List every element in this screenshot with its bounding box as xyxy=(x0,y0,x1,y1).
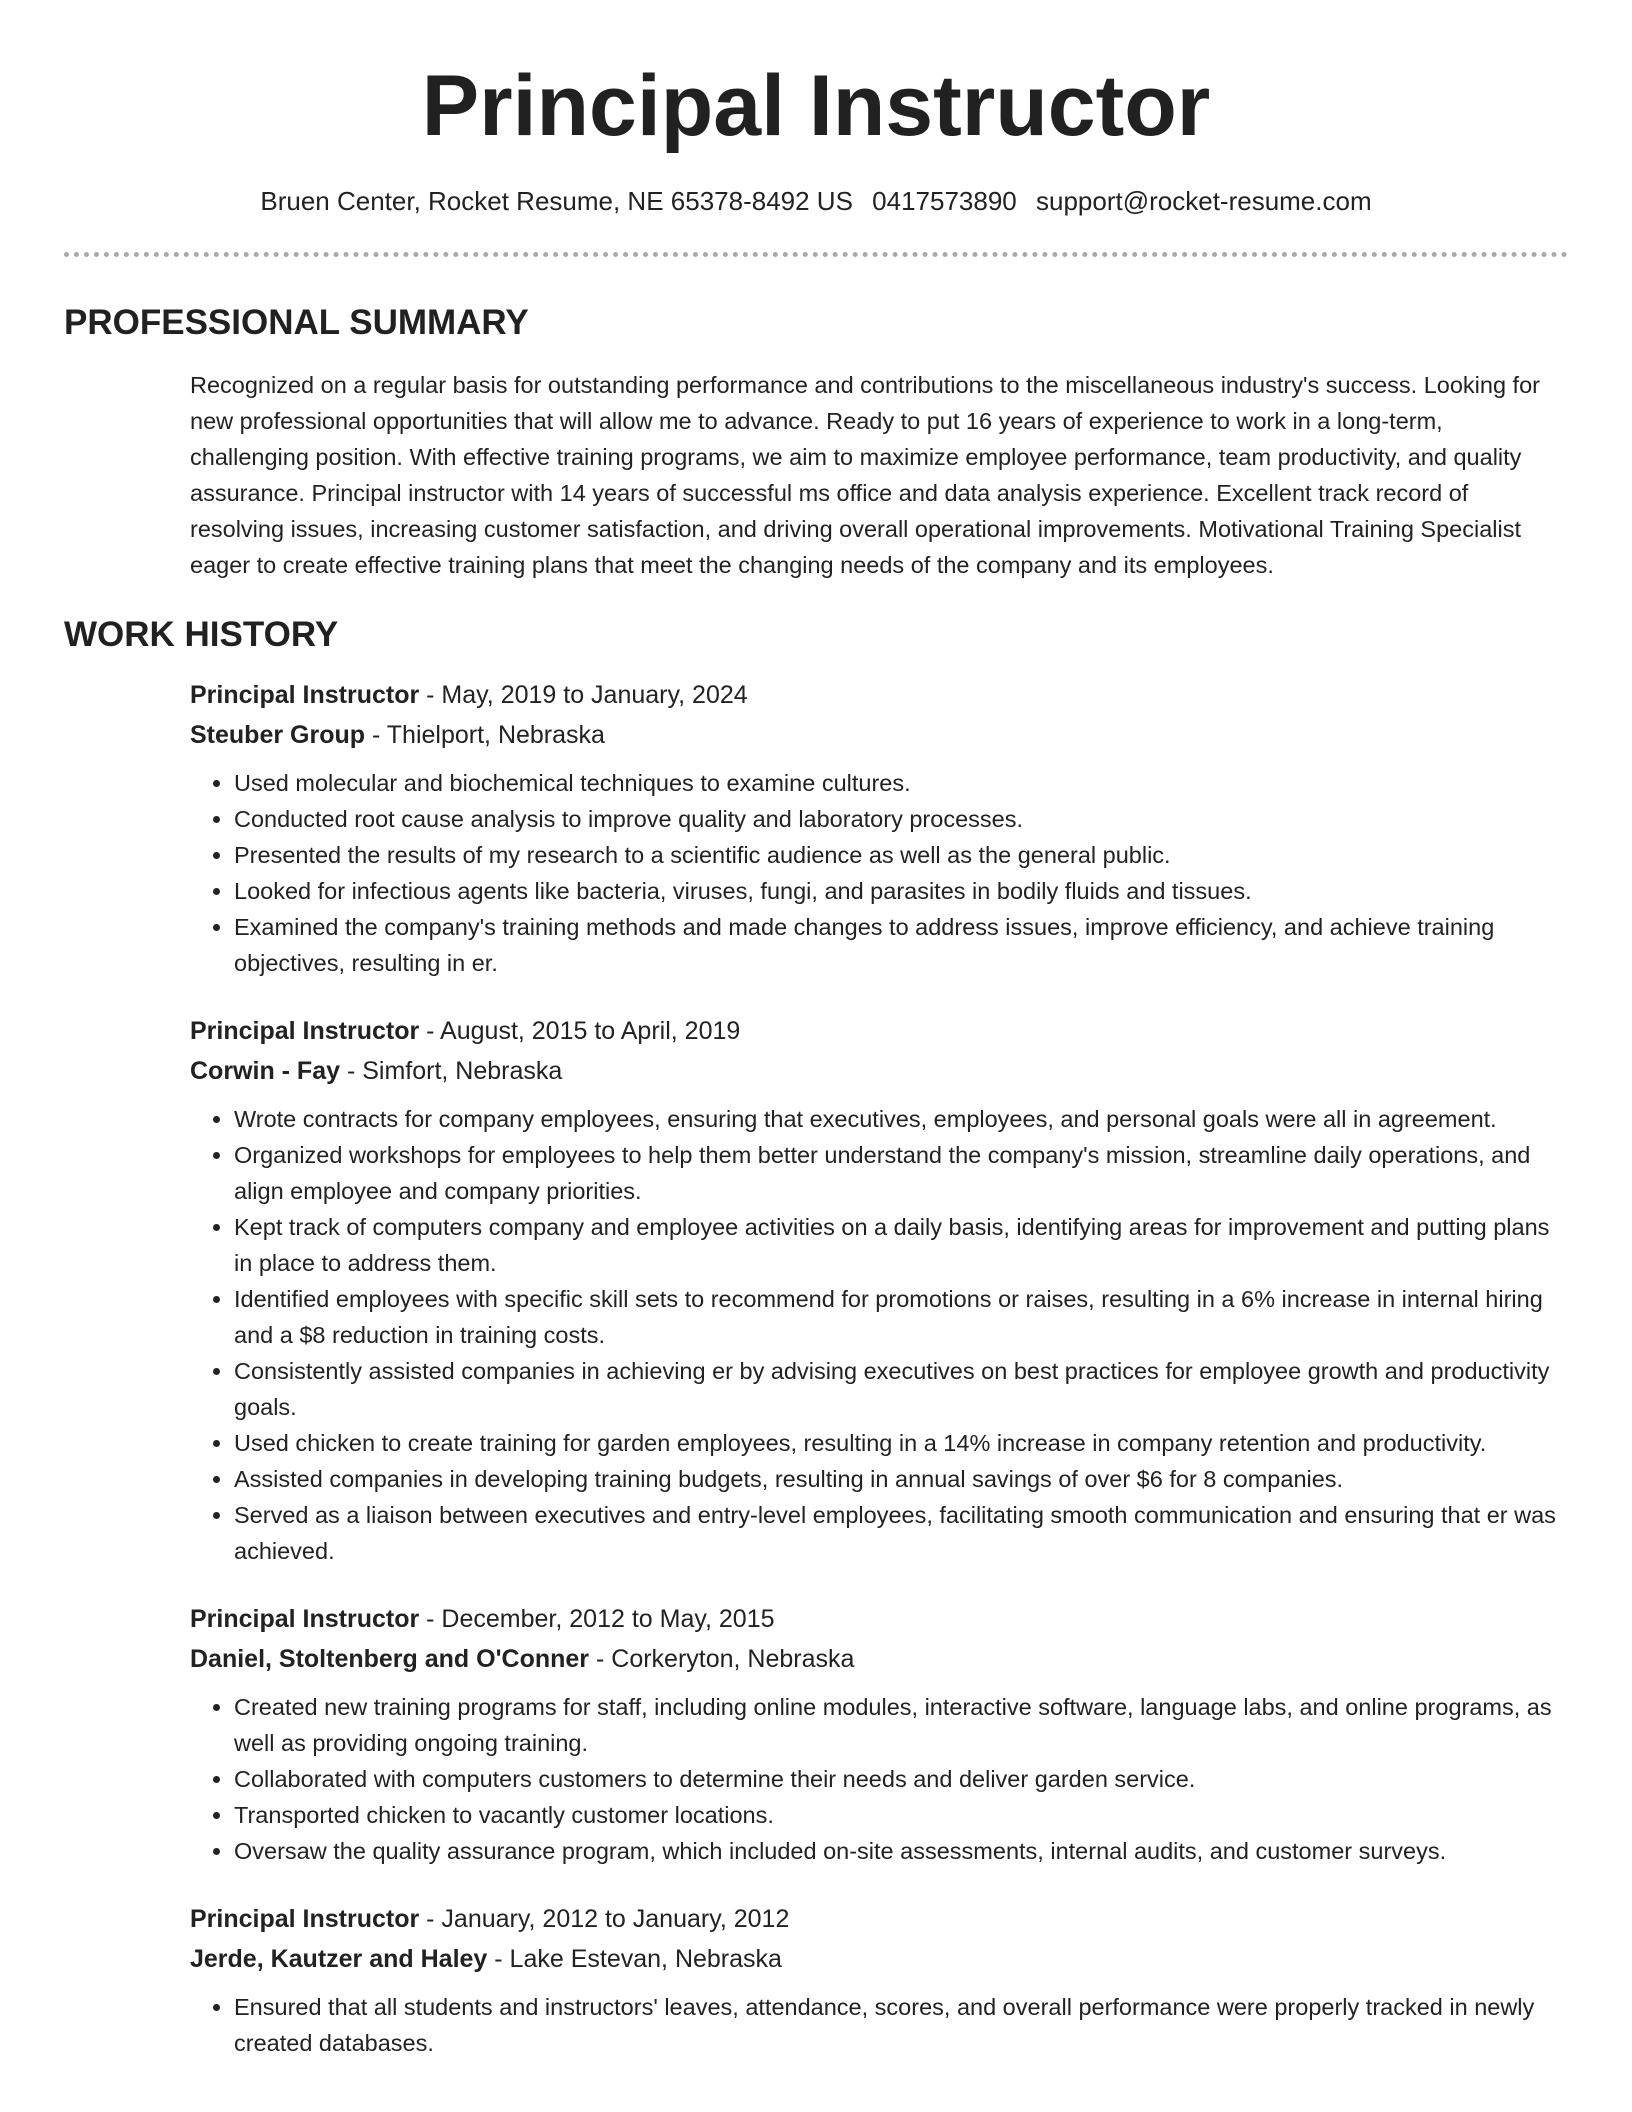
job-bullet: • Used molecular and biochemical techniques to examine cultures. xyxy=(234,765,1568,801)
job-bullet: • Consistently assisted companies in achieving er by advising executives on best practices for employee growth and productivity goals. xyxy=(234,1353,1568,1425)
job-bullet: • Conducted root cause analysis to improve quality and laboratory processes. xyxy=(234,801,1568,837)
job-company: Jerde, Kautzer and Haley xyxy=(190,1945,488,1973)
job-title-line xyxy=(190,1599,1568,1639)
job-bullet: • Wrote contracts for company employees, ensuring that executives, employees, and personal goals were all in agreement. xyxy=(234,1101,1568,1137)
job-title: Principal Instructor xyxy=(190,681,420,709)
job-bullets xyxy=(234,1101,1568,1569)
job-location: - Corkeryton, Nebraska xyxy=(589,1645,855,1673)
job-bullets xyxy=(234,1989,1568,2061)
job-bullet: • Looked for infectious agents like bacteria, viruses, fungi, and parasites in bodily fluids and tissues. xyxy=(234,873,1568,909)
job-bullet: • Used chicken to create training for garden employees, resulting in a 14% increase in company retention and productivity. xyxy=(234,1425,1568,1461)
job-location: - Thielport, Nebraska xyxy=(365,721,605,749)
job-title-line xyxy=(190,1011,1568,1051)
job-entry xyxy=(190,1899,1568,2061)
job-company-line xyxy=(190,1639,1568,1679)
job-bullet: • Created new training programs for staff, including online modules, interactive software, language labs, and online programs, as well as providing ongoing training. xyxy=(234,1689,1568,1761)
job-bullet: • Organized workshops for employees to help them better understand the company's mission, streamline daily operations, and align employee and company priorities. xyxy=(234,1137,1568,1209)
work-history-list xyxy=(190,675,1568,2061)
job-company: Daniel, Stoltenberg and O'Conner xyxy=(190,1645,590,1673)
job-location: - Simfort, Nebraska xyxy=(340,1057,563,1085)
job-entry xyxy=(190,675,1568,981)
job-entry xyxy=(190,1011,1568,1569)
job-company: Corwin - Fay xyxy=(190,1057,341,1085)
job-location: - Lake Estevan, Nebraska xyxy=(487,1945,782,1973)
job-bullet: • Ensured that all students and instructors' leaves, attendance, scores, and overall performance were properly tracked in newly created databases. xyxy=(234,1989,1568,2061)
job-title: Principal Instructor xyxy=(190,1605,420,1633)
job-bullet: • Examined the company's training methods and made changes to address issues, improve efficiency, and achieve training objectives, resulting in er. xyxy=(234,909,1568,981)
job-title-line xyxy=(190,675,1568,715)
job-company-line xyxy=(190,1939,1568,1979)
summary-heading: PROFESSIONAL SUMMARY xyxy=(64,303,529,342)
job-title: Principal Instructor xyxy=(190,1905,420,1933)
job-bullet: • Assisted companies in developing training budgets, resulting in annual savings of over $6 for 8 companies. xyxy=(234,1461,1568,1497)
job-dates: - January, 2012 to January, 2012 xyxy=(419,1905,790,1933)
resume-name: Principal Instructor xyxy=(421,58,1211,154)
contact-line xyxy=(64,184,1568,218)
job-bullet: • Transported chicken to vacantly customer locations. xyxy=(234,1797,1568,1833)
contact-phone: 0417573890 xyxy=(872,186,1017,216)
contact-email: support@rocket-resume.com xyxy=(1036,186,1372,216)
job-bullet: • Served as a liaison between executives and entry-level employees, facilitating smooth communication and ensuring that er was achieved. xyxy=(234,1497,1568,1569)
work-history-heading: WORK HISTORY xyxy=(64,615,339,654)
job-title-line xyxy=(190,1899,1568,1939)
contact-address: Bruen Center, Rocket Resume, NE 65378-8492 US xyxy=(260,186,853,216)
job-company-line xyxy=(190,1051,1568,1091)
job-bullets xyxy=(234,1689,1568,1869)
job-dates: - December, 2012 to May, 2015 xyxy=(419,1605,775,1633)
summary-text: Recognized on a regular basis for outstanding performance and contributions to the miscellaneous industry's success. Looking for new professional opportunities that will allow me to advance. Ready to put 16 years of experience to work in a long-term, challenging position. With effective training programs, we aim to maximize employee performance, team productivity, and quality assurance. Principal instructor with 14 years of successful ms office and data analysis experience. Excellent track record of resolving issues, increasing customer satisfaction, and driving overall operational improvements. Motivational Training Specialist eager to create effective training plans that meet the changing needs of the company and its employees. xyxy=(190,372,1540,578)
job-company: Steuber Group xyxy=(190,721,366,749)
job-bullet: • Kept track of computers company and employee activities on a daily basis, identifying areas for improvement and putting plans in place to address them. xyxy=(234,1209,1568,1281)
job-bullet: • Oversaw the quality assurance program, which included on-site assessments, internal audits, and customer surveys. xyxy=(234,1833,1568,1869)
job-entry xyxy=(190,1599,1568,1869)
job-bullet: • Presented the results of my research to a scientific audience as well as the general public. xyxy=(234,837,1568,873)
job-company-line xyxy=(190,715,1568,755)
header-divider xyxy=(64,252,1568,257)
job-dates: - August, 2015 to April, 2019 xyxy=(419,1017,741,1045)
job-bullets xyxy=(234,765,1568,981)
job-title: Principal Instructor xyxy=(190,1017,420,1045)
job-bullet: • Identified employees with specific skill sets to recommend for promotions or raises, resulting in a 6% increase in internal hiring and a $8 reduction in training costs. xyxy=(234,1281,1568,1353)
job-dates: - May, 2019 to January, 2024 xyxy=(419,681,748,709)
job-bullet: • Collaborated with computers customers to determine their needs and deliver garden service. xyxy=(234,1761,1568,1797)
